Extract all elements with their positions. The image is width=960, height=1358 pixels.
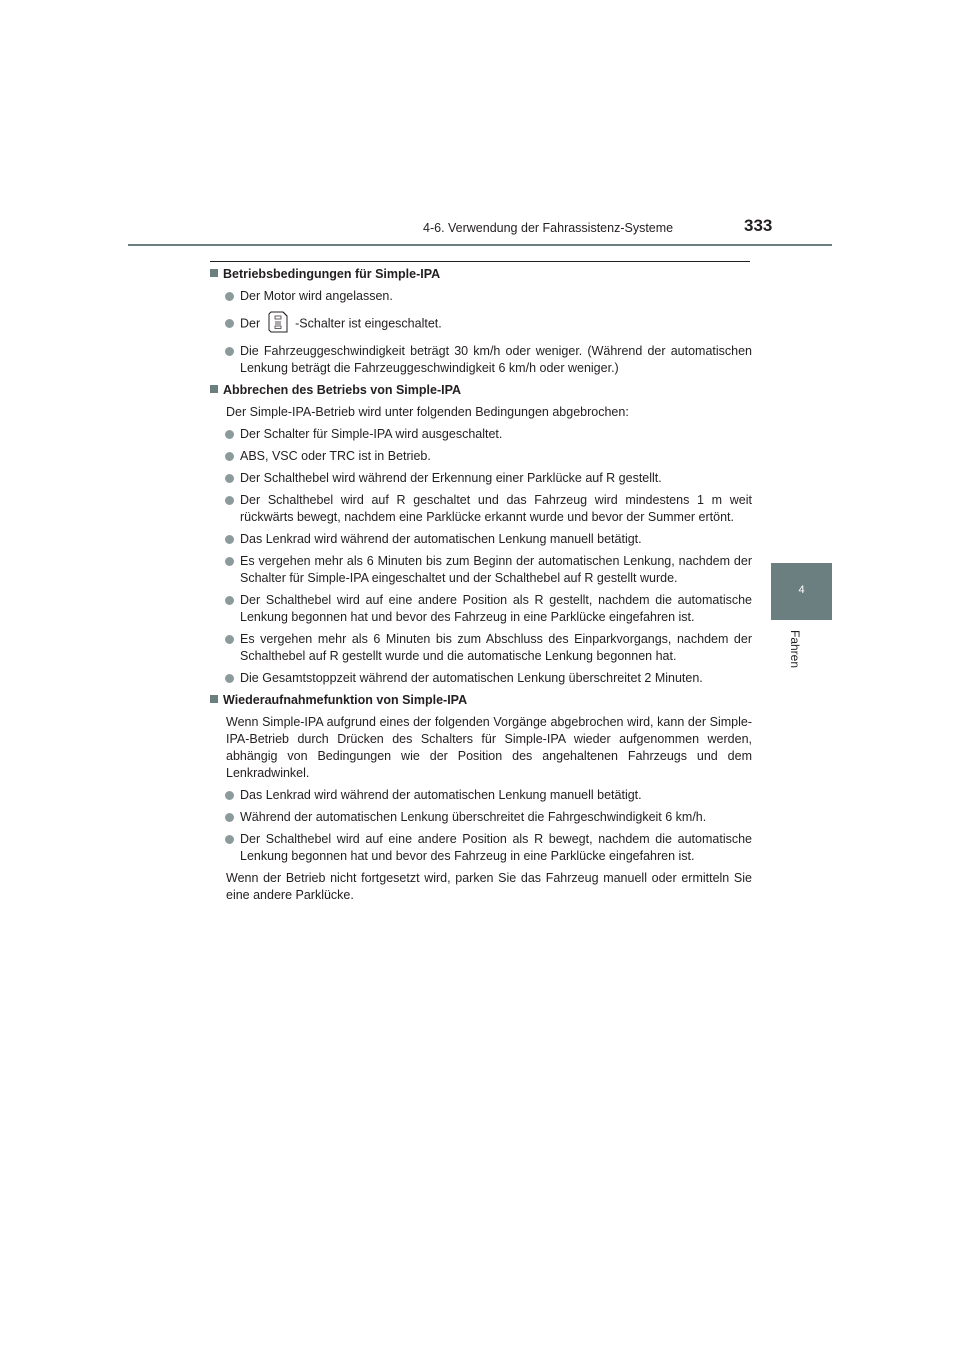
list-item: [210, 592, 752, 626]
square-bullet-icon: [210, 385, 218, 393]
list-item: [210, 831, 752, 865]
list-item: [210, 553, 752, 587]
chapter-number: 4: [798, 584, 805, 596]
list-item-text: Der Motor wird angelassen.: [240, 289, 393, 303]
round-bullet-icon: [225, 452, 234, 461]
section-heading-text: Wiederaufnahmefunktion von Simple-IPA: [223, 693, 468, 707]
round-bullet-icon: [225, 474, 234, 483]
section-heading: [210, 266, 752, 283]
round-bullet-icon: [225, 292, 234, 301]
list-item: [210, 470, 752, 487]
section-operating-conditions: [210, 266, 752, 377]
list-item-text: Das Lenkrad wird während der automatischen Lenkung manuell betätigt.: [240, 788, 642, 802]
square-bullet-icon: [210, 695, 218, 703]
section-cancel-operation: [210, 382, 752, 687]
round-bullet-icon: [225, 791, 234, 800]
section-intro: Wenn Simple-IPA aufgrund eines der folgenden Vorgänge abgebrochen wird, kann der Simple-IPA-Betrieb durch Drücken des Schalters für Simple-IPA wieder aufgenommen werden, abhängig von Bedingungen wie der Position des angehaltenen Fahrzeugs und dem Lenkradwinkel.: [226, 715, 752, 780]
header-rule: [128, 244, 832, 246]
round-bullet-icon: [225, 535, 234, 544]
list-item-text: Während der automatischen Lenkung überschreitet die Fahrgeschwindigkeit 6 km/h.: [240, 810, 707, 824]
list-item: [210, 288, 752, 305]
list-item-text: Der Schalthebel wird auf eine andere Position als R bewegt, nachdem die automatische Lenkung begonnen hat und bevor des Fahrzeug in eine Parklücke eingefahren ist.: [240, 832, 752, 863]
running-header-section-title: 4-6. Verwendung der Fahrassistenz-Systeme: [423, 221, 674, 235]
chapter-title: Fahren: [788, 630, 802, 669]
section-resume-function: [210, 692, 752, 904]
list-item: [210, 315, 752, 333]
round-bullet-icon: [225, 557, 234, 566]
round-bullet-icon: [225, 674, 234, 683]
section-heading-text: Abbrechen des Betriebs von Simple-IPA: [223, 383, 462, 397]
round-bullet-icon: [225, 596, 234, 605]
list-item: [210, 631, 752, 665]
list-item: [210, 448, 752, 465]
round-bullet-icon: [225, 430, 234, 439]
round-bullet-icon: [225, 635, 234, 644]
list-item-text: Die Fahrzeuggeschwindigkeit beträgt 30 km/h oder weniger. (Während der automatischen Lenkung beträgt die Fahrzeuggeschwindigkeit 6 km/h oder weniger.): [240, 344, 752, 375]
list-item-text: Der Schalthebel wird auf R geschaltet und das Fahrzeug wird mindestens 1 m weit rückwärts bewegt, nachdem eine Parklücke erkannt wurde und bevor der Summer ertönt.: [240, 493, 752, 524]
list-item-text: Der Schalter für Simple-IPA wird ausgeschaltet.: [240, 427, 503, 441]
round-bullet-icon: [225, 347, 234, 356]
list-item: [210, 531, 752, 548]
list-item-text-suffix: -Schalter ist eingeschaltet.: [295, 316, 442, 331]
list-item: [210, 809, 752, 826]
list-item: [210, 492, 752, 526]
list-item-text: ABS, VSC oder TRC ist in Betrieb.: [240, 449, 431, 463]
list-item-text: Es vergehen mehr als 6 Minuten bis zum Beginn der automatischen Lenkung, nachdem der Schalter für Simple-IPA eingeschaltet und der Schalthebel auf R gestellt wurde.: [240, 554, 752, 585]
page-number: 333: [744, 216, 773, 235]
section-heading: [210, 382, 752, 399]
list-item: [210, 670, 752, 687]
round-bullet-icon: [225, 813, 234, 822]
section-heading-text: Betriebsbedingungen für Simple-IPA: [223, 267, 441, 281]
list-item: [210, 787, 752, 804]
chapter-tab: [771, 563, 832, 620]
list-item: [210, 343, 752, 377]
square-bullet-icon: [210, 269, 218, 277]
page-content: [210, 266, 752, 909]
round-bullet-icon: [225, 496, 234, 505]
list-item-text: Es vergehen mehr als 6 Minuten bis zum Abschluss des Einparkvorgangs, nachdem der Schalthebel auf R gestellt wurde und die automatische Lenkung begonnen hat.: [240, 632, 752, 663]
section-heading: [210, 692, 752, 709]
round-bullet-icon: [225, 835, 234, 844]
list-item-text: Die Gesamtstoppzeit während der automatischen Lenkung überschreitet 2 Minuten.: [240, 671, 703, 685]
list-item-text: Der Schalthebel wird auf eine andere Position als R gestellt, nachdem die automatische Lenkung begonnen hat und bevor des Fahrzeug in eine Parklücke eingefahren ist.: [240, 593, 752, 624]
list-item-text: Der Schalthebel wird während der Erkennung einer Parklücke auf R gestellt.: [240, 471, 662, 485]
round-bullet-icon: [225, 319, 234, 328]
simple-ipa-switch-icon: [268, 311, 288, 333]
section-intro: Der Simple-IPA-Betrieb wird unter folgenden Bedingungen abgebrochen:: [226, 405, 629, 419]
list-item-text: Das Lenkrad wird während der automatischen Lenkung manuell betätigt.: [240, 532, 642, 546]
list-item: [210, 426, 752, 443]
section-outro: Wenn der Betrieb nicht fortgesetzt wird, parken Sie das Fahrzeug manuell oder ermitteln Sie eine andere Parklücke.: [226, 871, 752, 902]
list-item-text-prefix: Der: [240, 316, 261, 331]
content-top-rule: [210, 261, 750, 262]
